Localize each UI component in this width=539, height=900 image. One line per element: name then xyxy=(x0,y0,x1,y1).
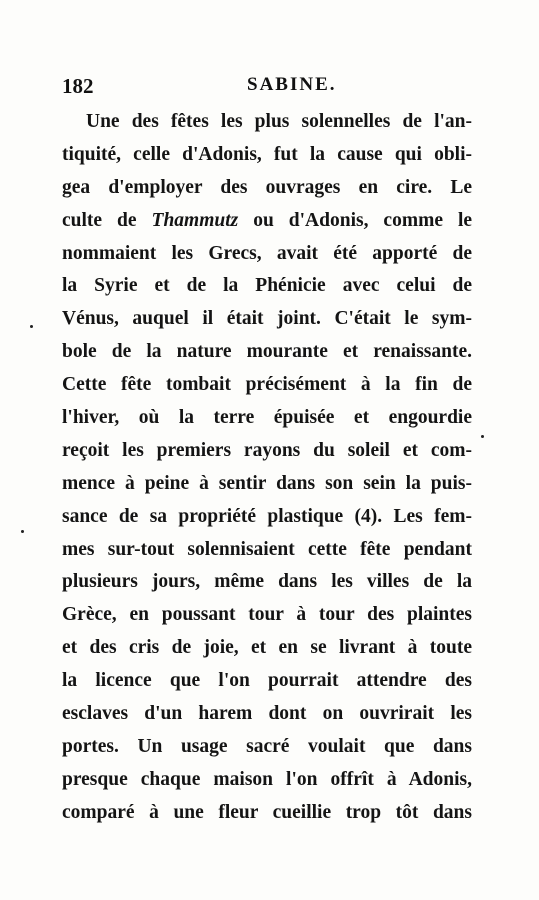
text-segment: culte de xyxy=(62,209,137,231)
page-number: 182 xyxy=(62,74,94,98)
text-line: nommaient les Grecs, avait été apporté de xyxy=(62,242,472,264)
text-line: Grèce, en poussant tour à tour des plaintes xyxy=(62,604,472,626)
text-line: plusieurs jours, même dans les villes de la xyxy=(62,571,472,593)
print-speck xyxy=(30,325,33,328)
text-line: comparé à une fleur cueillie trop tôt dans xyxy=(62,801,472,823)
text-line-with-italic xyxy=(62,205,472,238)
text-line: l'hiver, où la terre épuisée et engourdie xyxy=(62,407,472,429)
text-line: et des cris de joie, et en se livrant à toute xyxy=(62,637,472,659)
running-head: SABINE. xyxy=(247,74,337,95)
text-line: reçoit les premiers rayons du soleil et com- xyxy=(62,439,472,461)
body-text xyxy=(62,106,472,830)
text-line: presque chaque maison l'on offrît à Adonis, xyxy=(62,768,472,790)
print-speck xyxy=(481,435,484,438)
text-line: Une des fêtes les plus solennelles de l'an- xyxy=(86,111,472,132)
text-line: tiquité, celle d'Adonis, fut la cause qui obli- xyxy=(62,143,472,165)
text-line: Vénus, auquel il était joint. C'était le sym- xyxy=(62,308,472,330)
text-line: mes sur-tout solennisaient cette fête pendant xyxy=(62,538,472,560)
text-line: bole de la nature mourante et renaissante. xyxy=(62,341,472,363)
text-segment: ou d'Adonis, comme le xyxy=(253,209,473,231)
italic-term: Thammutz xyxy=(151,209,239,231)
text-line: Cette fête tombait précisément à la fin de xyxy=(62,374,472,396)
text-line: la Syrie et de la Phénicie avec celui de xyxy=(62,275,472,297)
text-line: mence à peine à sentir dans son sein la puis- xyxy=(62,472,472,494)
text-line: portes. Un usage sacré voulait que dans xyxy=(62,735,472,757)
text-line: gea d'employer des ouvrages en cire. Le xyxy=(62,176,472,198)
text-line: la licence que l'on pourrait attendre des xyxy=(62,670,472,692)
text-line: esclaves d'un harem dont on ouvrirait les xyxy=(62,703,472,725)
page-header xyxy=(62,74,470,104)
text-line: sance de sa propriété plastique (4). Les fem- xyxy=(62,505,472,527)
print-speck xyxy=(21,530,24,533)
